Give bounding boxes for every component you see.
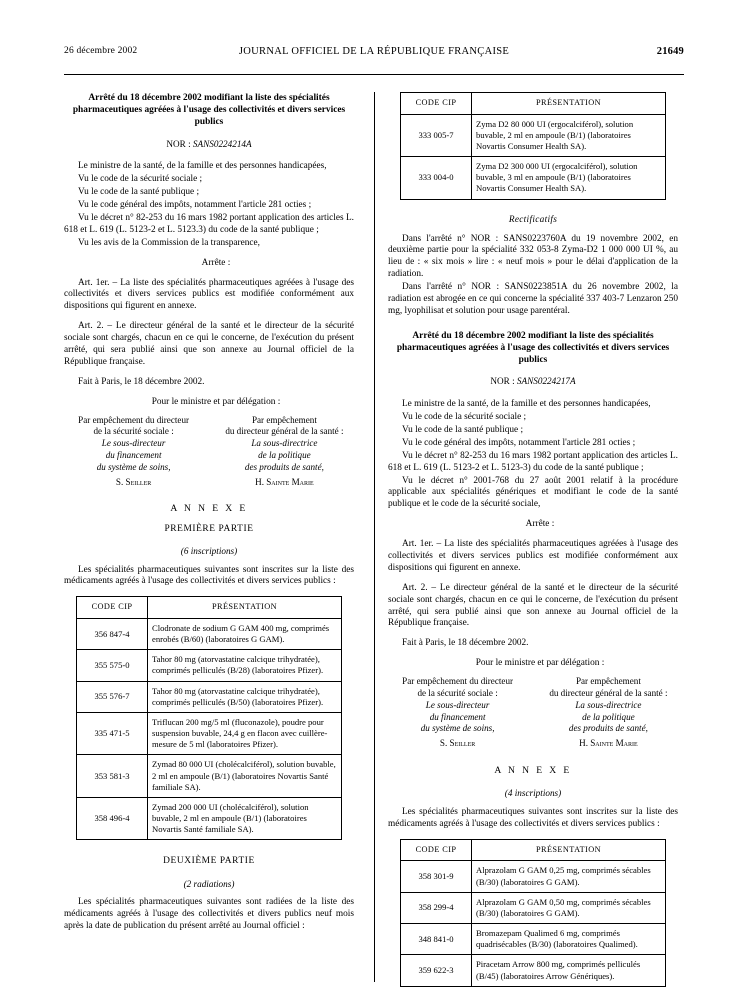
left-part2-title: DEUXIÈME PARTIE — [163, 856, 255, 867]
left-sig-left-it3: du système de soins, — [96, 461, 171, 472]
left-sig-left-line1: Par empêchement du directeur — [78, 414, 190, 425]
right-arrete-word: Arrête : — [525, 519, 555, 530]
rectificatif-1: Dans l'arrêté n° NOR : SANS0223760A du 19 novembre 2002, en deuxième partie pour la spécialité 332 053-8 Zyma-D2 1 000 000 UI %, au lieu de : « six mois » lire : « neuf mois » pour le délai d'application de la radiation. — [388, 233, 678, 280]
cell-code: 335 471-5 — [77, 712, 148, 755]
right-sig-right-it1: La sous-directrice — [575, 699, 642, 710]
left-part1-title: PREMIÈRE PARTIE — [164, 523, 254, 534]
header-page-number: 21649 — [656, 46, 684, 57]
left-sig-right-it2: de la politique — [258, 450, 311, 460]
left-nor-value: SANS0224214A — [192, 138, 252, 149]
table-row — [77, 797, 342, 840]
left-article-1: Art. 1er. – La liste des spécialités pharmaceutiques agréées à l'usage des collectivités et divers services publics est modifiée conformément aux dispositions qui figurent en annexe. — [64, 277, 354, 312]
right-signature-block — [388, 676, 678, 750]
right-arrete-title: Arrêté du 18 décembre 2002 modifiant la liste des spécialités pharmaceutiques agréées à l'usage des collectivités et divers services publics — [396, 330, 670, 366]
right-sig-right-name: H. Sainte Marie — [579, 738, 638, 749]
table-row — [77, 681, 342, 712]
cell-code: 355 576-7 — [77, 681, 148, 712]
col-header-presentation: PRÉSENTATION — [472, 93, 666, 115]
left-part1-intro: Les spécialités pharmaceutiques suivantes sont inscrites sur la liste des médicaments agréés à l'usage des collectivités et divers services publics : — [64, 564, 354, 587]
left-annexe-heading: A N N E X E — [170, 503, 248, 515]
left-sig-left-name: S. Seiller — [115, 476, 152, 487]
left-delegation: Pour le ministre et par délégation : — [151, 396, 281, 407]
rectificatifs-heading: Rectificatifs — [508, 214, 558, 225]
cell-presentation: Piracetam Arrow 800 mg, comprimés pelliculés (B/45) (laboratoires Arrow Génériques). — [472, 955, 666, 986]
table-header-row — [401, 839, 666, 861]
right-delegation: Pour le ministre et par délégation : — [475, 658, 605, 669]
table-header-row — [401, 93, 666, 115]
left-vu-3: Vu le code général des impôts, notamment l'article 281 octies ; — [78, 200, 312, 211]
table-row — [77, 618, 342, 649]
left-sig-left-it1: Le sous-directeur — [101, 438, 166, 449]
right-sig-left-line1: Par empêchement du directeur — [402, 676, 514, 687]
cell-presentation: Tahor 80 mg (atorvastatine calcique trihydratée), comprimés pelliculés (B/28) (laboratoires Pfizer). — [148, 650, 342, 681]
right-vu-5: Vu le décret n° 2001-768 du 27 août 2001 relatif à la procédure applicable aux spécialités génériques et modifiant le code de la santé publique et le code de la sécurité sociale, — [388, 475, 678, 510]
right-sig-right-line2: du directeur général de la santé : — [549, 687, 668, 698]
left-vu-4: Vu le décret n° 82-253 du 16 mars 1982 portant application des articles L. 618 et L. 619 (L. 5123-2 et L. 5123.3) du code de la santé publique ; — [64, 212, 354, 235]
cell-presentation: Bromazepam Qualimed 6 mg, comprimés quadrisécables (B/30) (laboratoires Qualimed). — [472, 924, 666, 955]
right-sig-right-it3: des produits de santé, — [568, 723, 648, 734]
right-article-1: Art. 1er. – La liste des spécialités pharmaceutiques agréées à l'usage des collectivités et divers services publics est modifiée conformément aux dispositions qui figurent en annexe. — [388, 539, 678, 573]
col-header-code-cip: CODE CIP — [401, 93, 472, 115]
right-sig-left-it2: du financement — [429, 711, 486, 722]
left-sig-right-line1: Par empêchement — [251, 414, 317, 425]
cell-code: 358 299-4 — [401, 892, 472, 923]
right-annexe-note: (4 inscriptions) — [504, 788, 562, 799]
table-header-row — [77, 597, 342, 619]
left-sig-right-it3: des produits de santé, — [244, 461, 324, 472]
left-signature-right — [215, 415, 354, 489]
left-arrete-word: Arrête : — [201, 257, 231, 268]
left-sig-right-name: H. Sainte Marie — [255, 476, 314, 487]
right-sig-left-name: S. Seiller — [439, 738, 476, 749]
right-vu-2: Vu le code de la santé publique ; — [402, 424, 524, 435]
col-header-presentation: PRÉSENTATION — [148, 597, 342, 619]
right-sig-right-line1: Par empêchement — [575, 676, 641, 687]
right-vu-4: Vu le décret n° 82-253 du 16 mars 1982 portant application des articles L. 618 et L. 619 (L. 5123-2 et L. 5123-3) du code de la santé publique ; — [388, 450, 678, 473]
table-row — [401, 114, 666, 157]
left-part2-intro: Les spécialités pharmaceutiques suivantes sont radiées de la liste des médicaments agréés à l'usage des collectivités et divers publics neuf mois après la date de publication du présent arrêté au Journal officiel : — [64, 897, 354, 932]
cell-presentation: Alprazolam G GAM 0,50 mg, comprimés sécables (B/30) (laboratoires G GAM). — [472, 892, 666, 923]
right-nor-value: SANS0224217A — [516, 376, 576, 387]
cell-code: 355 575-0 — [77, 650, 148, 681]
left-intro: Le ministre de la santé, de la famille et des personnes handicapées, — [78, 161, 327, 172]
header-title: JOURNAL OFFICIEL DE LA RÉPUBLIQUE FRANÇAISE — [238, 46, 510, 57]
left-article-2: Art. 2. – Le directeur général de la santé et le directeur de la sécurité sociale sont chargés, chacun en ce qui le concerne, de l'exécution du présent arrêté, qui sera publié ainsi que son annexe au Journal officiel de la République française. — [64, 321, 354, 367]
left-part1-note: (6 inscriptions) — [180, 545, 238, 556]
cell-code: 353 581-3 — [77, 755, 148, 798]
cell-presentation: Zymad 200 000 UI (cholécalciférol), solution buvable, 2 ml en ampoule (B/1) (laboratoires Novartis Santé familiale SA). — [148, 797, 342, 840]
left-column — [64, 92, 354, 934]
right-signature-right — [539, 676, 678, 750]
right-nor-label: NOR : — [490, 376, 515, 387]
left-signature-left — [64, 415, 203, 489]
cell-presentation: Zyma D2 80 000 UI (ergocalciférol), solution buvable, 2 ml en ampoule (B/1) (laboratoires Novartis Consumer Health SA). — [472, 114, 666, 157]
right-annexe-heading: A N N E X E — [494, 764, 572, 776]
right-sig-left-line2: de la sécurité sociale : — [417, 687, 498, 698]
cell-code: 333 005-7 — [401, 114, 472, 157]
right-sig-left-it3: du système de soins, — [420, 723, 495, 734]
right-sig-left-it1: Le sous-directeur — [425, 699, 490, 710]
table-row — [401, 861, 666, 892]
cell-presentation: Zyma D2 300 000 UI (ergocalciférol), solution buvable, 3 ml en ampoule (B/1) (laboratoires Novartis Consumer Health SA). — [472, 157, 666, 200]
left-fait: Fait à Paris, le 18 décembre 2002. — [78, 376, 205, 387]
left-signature-block — [64, 415, 354, 489]
right-column — [388, 92, 678, 987]
right-article-2: Art. 2. – Le directeur général de la santé et le directeur de la sécurité sociale sont chargés, chacun en ce qui le concerne, de l'exécution du présent arrêté, qui sera publié ainsi que son annexe au Journal officiel de la République française. — [388, 582, 678, 629]
table-row — [77, 712, 342, 755]
col-header-presentation: PRÉSENTATION — [472, 839, 666, 861]
left-vu-1: Vu le code de la sécurité sociale ; — [78, 174, 203, 185]
left-vu-2: Vu le code de la santé publique ; — [78, 187, 200, 198]
cell-code: 348 841-0 — [401, 924, 472, 955]
cell-presentation: Clodronate de sodium G GAM 400 mg, comprimés enrobés (B/60) (laboratoires G GAM). — [148, 618, 342, 649]
cell-code: 358 301-9 — [401, 861, 472, 892]
page-header — [0, 46, 748, 64]
cell-presentation: Triflucan 200 mg/5 ml (fluconazole), poudre pour suspension buvable, 24,4 g en flacon avec cuillère-mesure de 5 ml (laboratoires Pfizer). — [148, 712, 342, 755]
right-sig-right-it2: de la politique — [582, 711, 635, 722]
table-row — [401, 157, 666, 200]
right-vu-1: Vu le code de la sécurité sociale ; — [402, 412, 527, 423]
right-vu-3: Vu le code général des impôts, notamment l'article 281 octies ; — [402, 437, 636, 448]
left-nor-label: NOR : — [166, 138, 191, 149]
column-divider — [374, 92, 375, 982]
table-row — [77, 755, 342, 798]
header-rule — [64, 74, 684, 75]
header-date: 26 décembre 2002 — [64, 46, 138, 56]
left-sig-right-it1: La sous-directrice — [251, 438, 318, 449]
cell-presentation: Alprazolam G GAM 0,25 mg, comprimés sécables (B/30) (laboratoires G GAM). — [472, 861, 666, 892]
cell-code: 358 496-4 — [77, 797, 148, 840]
rectificatif-2: Dans l'arrêté n° NOR : SANS0223851A du 26 novembre 2002, la radiation est abrogée en ce qui concerne la spécialité 337 403-7 Lenzaron 250 mg, lyophilisat et solution pour usage parentéral. — [388, 282, 678, 316]
col-header-code-cip: CODE CIP — [401, 839, 472, 861]
cell-presentation: Tahor 80 mg (atorvastatine calcique trihydratée), comprimés pelliculés (B/50) (laboratoires Pfizer). — [148, 681, 342, 712]
cell-code: 333 004-0 — [401, 157, 472, 200]
right-annexe-intro: Les spécialités pharmaceutiques suivantes sont inscrites sur la liste des médicaments agréés à l'usage des collectivités et divers services publics : — [388, 807, 678, 829]
right-cip-table-top — [400, 92, 666, 200]
cell-code: 356 847-4 — [77, 618, 148, 649]
cell-code: 359 622-3 — [401, 955, 472, 986]
left-arrete-title: Arrêté du 18 décembre 2002 modifiant la liste des spécialités pharmaceutiques agréées à l'usage des collectivités et divers services publics — [72, 93, 346, 128]
left-vu-5: Vu les avis de la Commission de la transparence, — [78, 237, 260, 248]
table-row — [401, 892, 666, 923]
table-row — [401, 955, 666, 986]
table-row — [401, 924, 666, 955]
right-intro: Le ministre de la santé, de la famille et des personnes handicapées, — [402, 399, 651, 410]
left-part2-note: (2 radiations) — [183, 878, 235, 889]
left-sig-right-line2: du directeur général de la santé : — [225, 426, 344, 437]
left-sig-left-line2: de la sécurité sociale : — [93, 426, 174, 437]
col-header-code-cip: CODE CIP — [77, 597, 148, 619]
left-cip-table — [76, 596, 342, 840]
left-nor — [64, 139, 354, 151]
left-sig-left-it2: du financement — [105, 450, 162, 460]
right-fait: Fait à Paris, le 18 décembre 2002. — [402, 638, 529, 649]
right-cip-table-bottom — [400, 839, 666, 987]
right-signature-left — [388, 676, 527, 750]
cell-presentation: Zymad 80 000 UI (cholécalciférol), solution buvable, 2 ml en ampoule (B/1) (laboratoires Novartis Santé familiale SA). — [148, 755, 342, 798]
right-nor — [388, 376, 678, 388]
table-row — [77, 650, 342, 681]
